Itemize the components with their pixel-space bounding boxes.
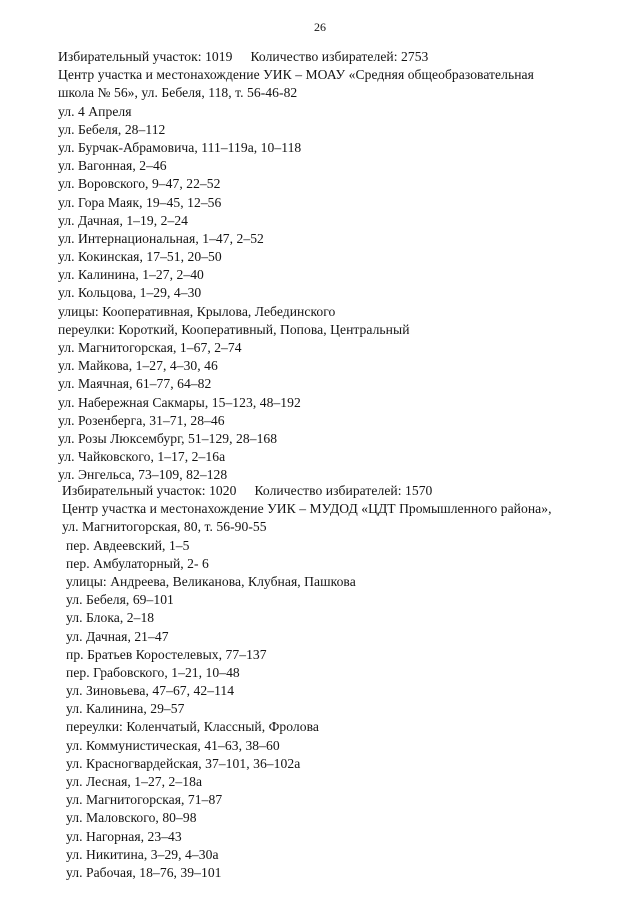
street-item: улицы: Кооперативная, Крылова, Лебединского — [58, 303, 336, 319]
voters-count-label: Количество избирателей: 1570 — [254, 483, 433, 498]
street-item: ул. Набережная Сакмары, 15–123, 48–192 — [58, 394, 301, 410]
street-item: ул. Красногвардейская, 37–101, 36–102а — [66, 755, 301, 771]
street-item: ул. Дачная, 1–19, 2–24 — [58, 212, 189, 228]
street-item: ул. Магнитогорская, 1–67, 2–74 — [58, 340, 242, 355]
street-item: переулки: Короткий, Кооперативный, Попова, Центральный — [58, 321, 410, 337]
street-item: ул. Коммунистическая, 41–63, 38–60 — [66, 737, 280, 753]
street-item: ул. Калинина, 29–57 — [66, 701, 185, 717]
street-item: ул. Интернациональная, 1–47, 2–52 — [58, 230, 264, 246]
street-item: ул. Магнитогорская, 71–87 — [66, 792, 223, 808]
page-number: 26 — [314, 20, 326, 34]
district-header — [58, 48, 534, 66]
district-label: Избирательный участок: 1020 — [62, 483, 237, 498]
street-item: ул. Розы Люксембург, 51–129, 28–168 — [58, 430, 278, 446]
street-item: ул. Чайковского, 1–17, 2–16а — [58, 449, 226, 465]
street-item: ул. Кокинская, 17–51, 20–50 — [58, 249, 222, 265]
street-item: ул. Розенберга, 31–71, 28–46 — [58, 412, 225, 428]
street-item: пр. Братьев Коростелевых, 77–137 — [66, 646, 267, 662]
polling-district-1020 — [62, 482, 552, 882]
street-list — [62, 537, 552, 883]
street-item: ул. Зиновьева, 47–67, 42–114 — [66, 683, 235, 699]
street-item: ул. Воровского, 9–47, 22–52 — [58, 176, 221, 192]
district-label: Избирательный участок: 1019 — [58, 49, 233, 64]
street-item: пер. Амбулаторный, 2- 6 — [66, 555, 209, 571]
center-line: школа № 56», ул. Бебеля, 118, т. 56-46-82 — [58, 85, 298, 101]
polling-district-1019 — [58, 48, 534, 485]
street-item: ул. Рабочая, 18–76, 39–101 — [66, 864, 222, 880]
street-item: ул. Маячная, 61–77, 64–82 — [58, 376, 212, 392]
street-item: ул. Гора Маяк, 19–45, 12–56 — [58, 194, 222, 210]
street-item: переулки: Коленчатый, Классный, Фролова — [66, 719, 319, 735]
center-line: Центр участка и местонахождение УИК – МОАУ «Средняя общеобразовательная — [58, 67, 534, 83]
street-item: ул. Лесная, 1–27, 2–18а — [66, 774, 203, 789]
street-item: ул. Кольцова, 1–29, 4–30 — [58, 285, 202, 301]
street-item: ул. Калинина, 1–27, 2–40 — [58, 267, 204, 283]
street-item: ул. Бебеля, 69–101 — [66, 592, 174, 608]
street-item: ул. Майкова, 1–27, 4–30, 46 — [58, 358, 218, 374]
street-item: ул. Блока, 2–18 — [66, 610, 155, 626]
street-item: пер. Авдеевский, 1–5 — [66, 537, 190, 553]
street-list — [58, 103, 534, 485]
street-item: улицы: Андреева, Великанова, Клубная, Пашкова — [66, 573, 356, 589]
center-line: Центр участка и местонахождение УИК – МУДОД «ЦДТ Промышленного района», — [62, 501, 552, 517]
street-item: ул. Бебеля, 28–112 — [58, 121, 166, 137]
street-item: пер. Грабовского, 1–21, 10–48 — [66, 664, 240, 680]
street-item: ул. Вагонная, 2–46 — [58, 158, 167, 174]
voters-count-label: Количество избирателей: 2753 — [250, 49, 429, 64]
center-line: ул. Магнитогорская, 80, т. 56-90-55 — [62, 519, 267, 535]
street-item: ул. Энгельса, 73–109, 82–128 — [58, 467, 228, 483]
street-item: ул. Нагорная, 23–43 — [66, 828, 182, 844]
street-item: ул. Дачная, 21–47 — [66, 628, 169, 644]
street-item: ул. Никитина, 3–29, 4–30а — [66, 846, 219, 862]
street-item: ул. 4 Апреля — [58, 103, 132, 119]
street-item: ул. Бурчак-Абрамовича, 111–119а, 10–118 — [58, 139, 302, 155]
district-header — [62, 482, 552, 500]
street-item: ул. Маловского, 80–98 — [66, 810, 197, 826]
